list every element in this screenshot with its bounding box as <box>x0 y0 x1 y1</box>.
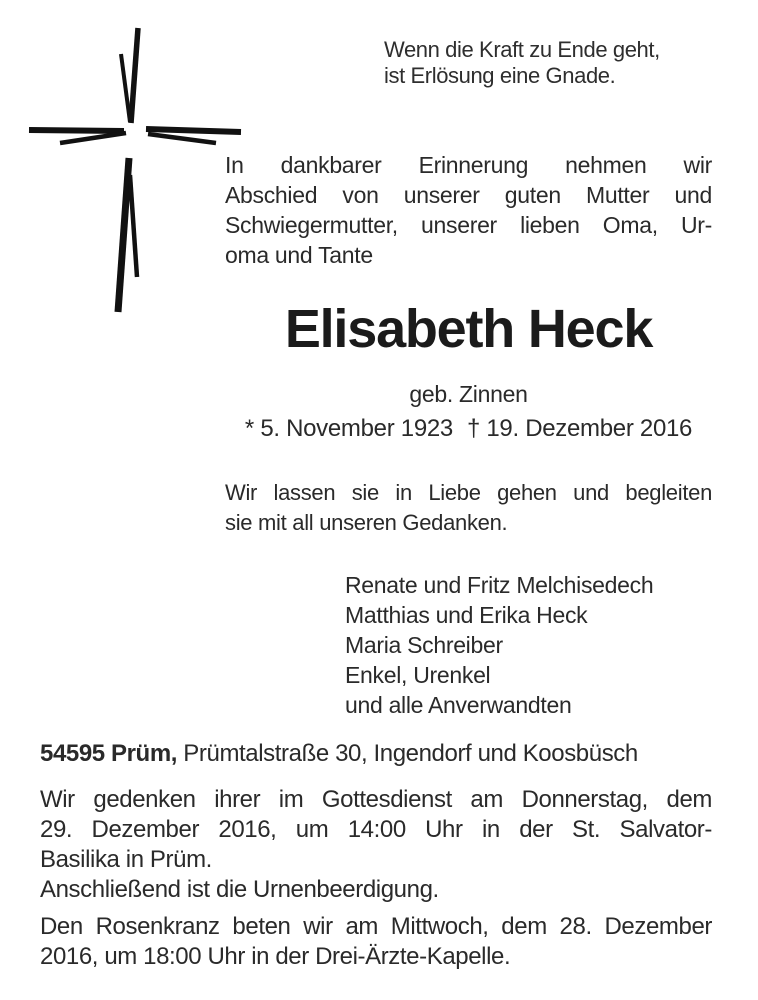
mourner-row: Enkel, Urenkel <box>345 662 491 688</box>
mourner-row: Matthias und Erika Heck <box>345 602 588 628</box>
service-line: Wir gedenken ihrer im Gottesdienst am Donnerstag, dem <box>40 786 712 813</box>
quote-line: ist Erlösung eine Gnade. <box>384 63 616 88</box>
rosary-line: 2016, um 18:00 Uhr in der Drei-Ärzte-Kapelle. <box>40 943 511 970</box>
rosary-paragraph <box>40 912 712 972</box>
mourner-row: Renate und Fritz Melchisedech <box>345 572 654 598</box>
farewell-line: sie mit all unseren Gedanken. <box>225 510 508 535</box>
intro-line: Schwiegermutter, unserer lieben Oma, Ur- <box>225 212 712 238</box>
mourner-row: und alle Anverwandten <box>345 692 572 718</box>
service-line: Basilika in Prüm. <box>40 846 212 873</box>
farewell-line: Wir lassen sie in Liebe gehen und begleiten <box>225 480 712 505</box>
farewell-paragraph <box>225 478 712 538</box>
rosary-line: Den Rosenkranz beten wir am Mittwoch, dem 28. Dezember <box>40 913 712 940</box>
service-line: Anschließend ist die Urnenbeerdigung. <box>40 876 439 903</box>
service-paragraph <box>40 785 712 905</box>
life-dates <box>225 415 712 443</box>
death-date: † 19. Dezember 2016 <box>466 415 693 442</box>
deceased-name: Elisabeth Heck <box>284 299 653 359</box>
intro-paragraph <box>225 150 712 270</box>
maiden-name: geb. Zinnen <box>409 381 528 407</box>
address-line <box>40 740 712 768</box>
city-postal: 54595 Prüm, <box>40 740 178 767</box>
service-line: 29. Dezember 2016, um 14:00 Uhr in der St. Salvator- <box>40 816 712 843</box>
quote-line: Wenn die Kraft zu Ende geht, <box>384 37 660 62</box>
street-address: Prümtalstraße 30, Ingendorf und Koosbüsch <box>177 740 638 767</box>
birth-date: * 5. November 1923 <box>244 415 453 442</box>
mourners-list <box>345 570 653 720</box>
intro-line: Abschied von unserer guten Mutter und <box>225 182 712 208</box>
mourner-row: Maria Schreiber <box>345 632 503 658</box>
intro-line: oma und Tante <box>225 242 373 268</box>
condolence-quote <box>384 37 704 89</box>
intro-line: In dankbarer Erinnerung nehmen wir <box>225 152 712 178</box>
